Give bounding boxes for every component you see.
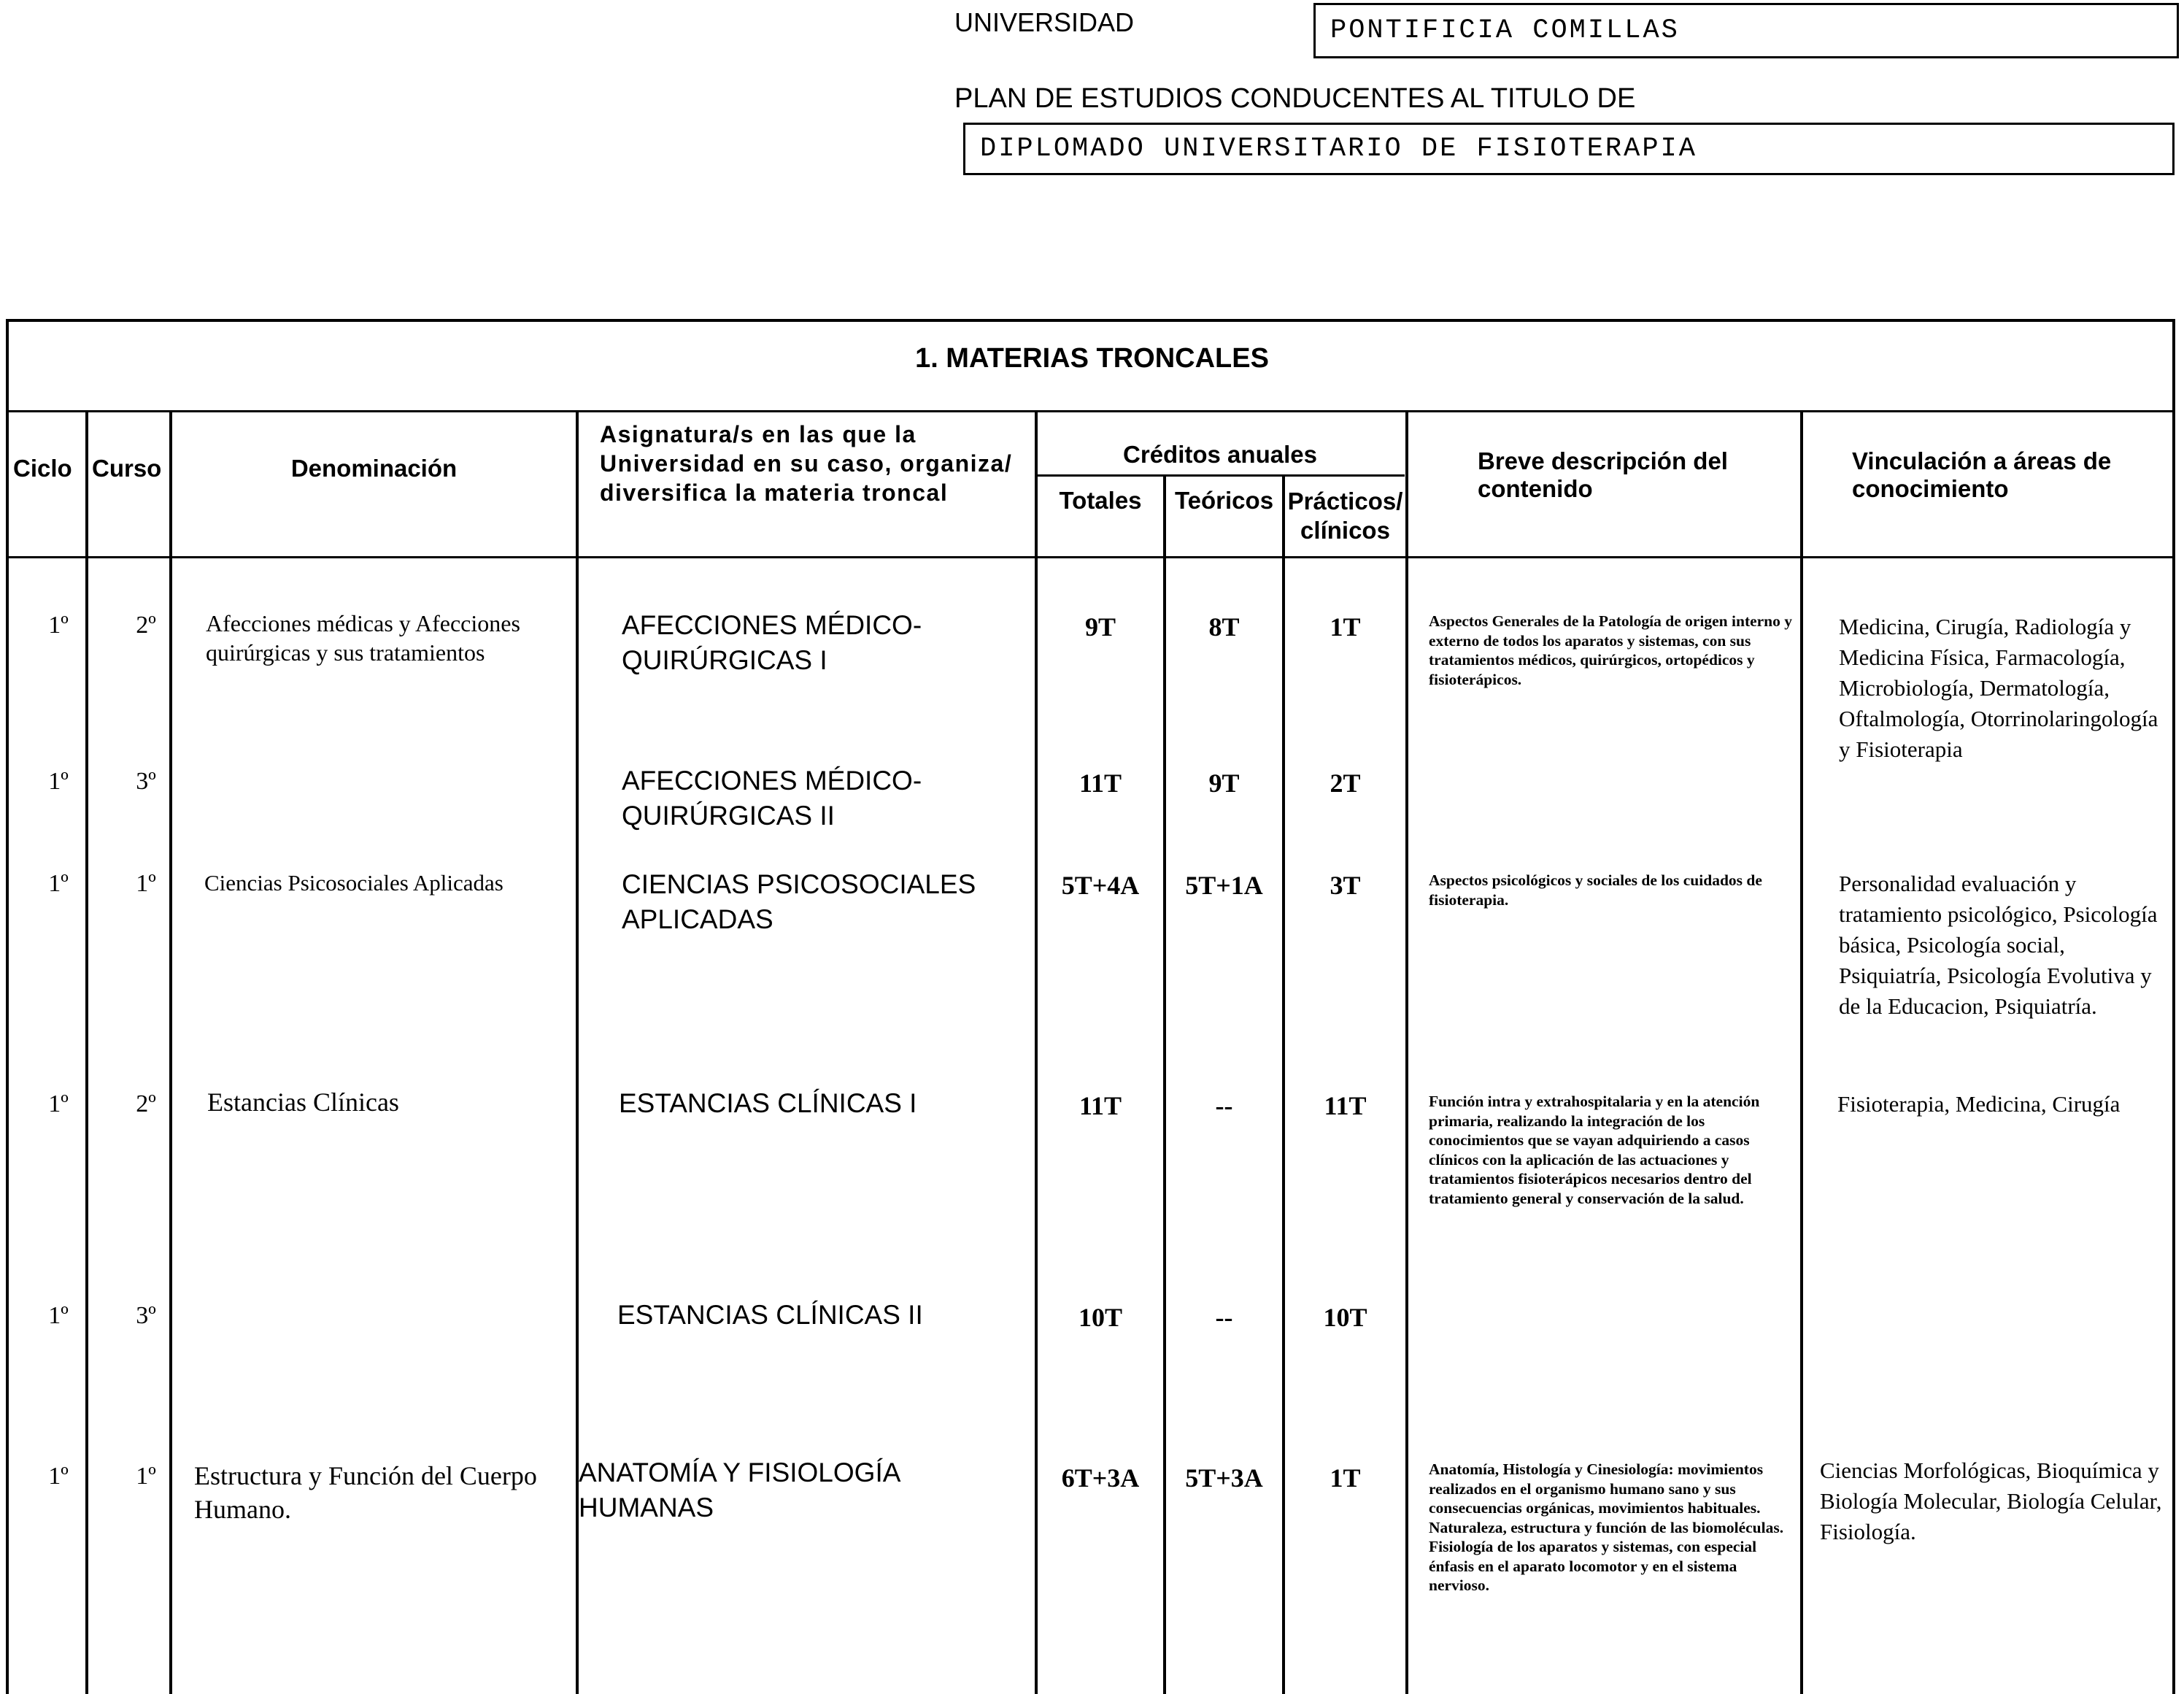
titulo-field xyxy=(963,123,2175,175)
cell-practicos: 3T xyxy=(1330,871,1361,900)
cell-totales: 5T+4A xyxy=(1061,871,1140,900)
titulo-value: DIPLOMADO UNIVERSITARIO DE FISIOTERAPIA xyxy=(980,134,1697,164)
cell-asignatura: CIENCIAS PSICOSOCIALES APLICADAS xyxy=(622,869,976,934)
cell-practicos: 11T xyxy=(1324,1091,1367,1120)
cell-totales: 9T xyxy=(1084,612,1116,642)
cell-asignatura: ESTANCIAS CLÍNICAS II xyxy=(617,1300,923,1330)
cell-teoricos: -- xyxy=(1215,1091,1233,1120)
header-vinculacion: Vinculación a áreas de conocimiento xyxy=(1852,447,2112,502)
cell-ciclo: 1º xyxy=(48,1463,69,1490)
cell-teoricos: 8T xyxy=(1208,612,1240,642)
column-divider xyxy=(1282,474,1285,1694)
cell-denominacion: Estructura y Función del Cuerpo Humano. xyxy=(194,1461,537,1524)
cell-ciclo: 1º xyxy=(48,612,69,639)
cell-teoricos: 5T+3A xyxy=(1185,1463,1263,1493)
cell-teoricos: -- xyxy=(1215,1303,1233,1332)
cell-ciclo: 1º xyxy=(48,1302,69,1329)
header-asignatura: Asignatura/s en las que la Universidad en su caso, organiza/ diversifica la materia troncal xyxy=(600,421,1013,506)
creditos-divider xyxy=(1036,474,1405,477)
cell-curso: 3º xyxy=(136,768,156,795)
header-practicos: Prácticos/ clínicos xyxy=(1287,488,1403,544)
cell-teoricos: 5T+1A xyxy=(1185,871,1263,900)
universidad-field xyxy=(1313,3,2179,58)
cell-totales: 6T+3A xyxy=(1061,1463,1140,1493)
universidad-label: UNIVERSIDAD xyxy=(954,7,1135,37)
cell-denominacion: Ciencias Psicosociales Aplicadas xyxy=(204,870,503,896)
column-divider xyxy=(1800,410,1803,1694)
cell-descripcion: Función intra y extrahospitalaria y en la atención primaria, realizando la integración de los conocimientos que se vayan adquiriendo a casos clínicos con la aplicación de las actuaciones y tratamientos fisioterápicos necesarios dentro del tratamiento general y conservación de la salud. xyxy=(1429,1093,1760,1207)
cell-vinculacion: Medicina, Cirugía, Radiología y Medicina Física, Farmacología, Microbiología, Dermatología, Oftalmología, Otorrinolaringología y Fisioterapia xyxy=(1839,614,2158,762)
universidad-value: PONTIFICIA COMILLAS xyxy=(1330,15,1680,46)
column-divider xyxy=(169,410,172,1694)
column-divider xyxy=(85,410,88,1694)
cell-asignatura: AFECCIONES MÉDICO-QUIRÚRGICAS II xyxy=(622,766,922,831)
cell-totales: 11T xyxy=(1079,769,1122,798)
title-divider xyxy=(7,410,2175,412)
cell-practicos: 10T xyxy=(1323,1303,1367,1332)
header-teoricos: Teóricos xyxy=(1174,487,1274,514)
plan-label: PLAN DE ESTUDIOS CONDUCENTES AL TITULO DE xyxy=(954,83,1636,114)
column-divider xyxy=(1035,410,1038,1694)
header-creditos: Créditos anuales xyxy=(1123,441,1317,468)
cell-descripcion: Anatomía, Histología y Cinesiología: movimientos realizados en el organismo humano sano y sus consecuencias orgánicas, movimientos habituales. Naturaleza, estructura y función de las biomoléculas. Fisiología de los aparatos y sistemas, con especial énfasis en el aparato locomotor y en el sistema nervioso. xyxy=(1429,1460,1784,1594)
cell-curso: 2º xyxy=(136,612,156,639)
cell-asignatura: ESTANCIAS CLÍNICAS I xyxy=(619,1088,917,1118)
header-descripcion: Breve descripción del contenido xyxy=(1478,447,1728,502)
cell-denominacion: Afecciones médicas y Afecciones quirúrgicas y sus tratamientos xyxy=(206,610,520,666)
column-divider xyxy=(1405,410,1408,1694)
cell-descripcion: Aspectos Generales de la Patología de origen interno y externo de todos los aparatos y sistemas, con sus tratamientos médicos, quirúrgicos, ortopédicos y fisioterápicos. xyxy=(1429,612,1793,688)
cell-ciclo: 1º xyxy=(48,768,69,795)
column-divider xyxy=(1163,474,1166,1694)
cell-ciclo: 1º xyxy=(48,870,69,897)
cell-asignatura: ANATOMÍA Y FISIOLOGÍA HUMANAS xyxy=(579,1458,900,1522)
header-divider xyxy=(7,556,2175,558)
cell-practicos: 1T xyxy=(1330,1463,1361,1493)
header-totales: Totales xyxy=(1059,487,1142,514)
cell-curso: 1º xyxy=(136,870,156,897)
cell-totales: 11T xyxy=(1079,1091,1122,1120)
cell-vinculacion: Ciencias Morfológicas, Bioquímica y Biología Molecular, Biología Celular, Fisiología. xyxy=(1820,1458,2162,1544)
cell-practicos: 1T xyxy=(1330,612,1361,642)
cell-curso: 1º xyxy=(136,1463,156,1490)
cell-totales: 10T xyxy=(1078,1303,1122,1332)
header-curso: Curso xyxy=(92,455,162,482)
cell-asignatura: AFECCIONES MÉDICO-QUIRÚRGICAS I xyxy=(622,610,922,675)
cell-descripcion: Aspectos psicológicos y sociales de los cuidados de fisioterapia. xyxy=(1429,871,1762,909)
cell-curso: 2º xyxy=(136,1090,156,1117)
cell-vinculacion: Personalidad evaluación y tratamiento psicológico, Psicología básica, Psicología social, Psiquiatría, Psicología Evolutiva y de la Educacion, Psiquiatría. xyxy=(1839,871,2158,1019)
cell-vinculacion: Fisioterapia, Medicina, Cirugía xyxy=(1837,1091,2121,1117)
header-ciclo: Ciclo xyxy=(13,455,72,482)
cell-practicos: 2T xyxy=(1330,769,1361,798)
cell-teoricos: 9T xyxy=(1208,769,1240,798)
cell-denominacion: Estancias Clínicas xyxy=(207,1087,399,1117)
cell-ciclo: 1º xyxy=(48,1090,69,1117)
table-title: 1. MATERIAS TRONCALES xyxy=(915,343,1269,374)
cell-curso: 3º xyxy=(136,1302,156,1329)
header-denominacion: Denominación xyxy=(290,455,458,482)
